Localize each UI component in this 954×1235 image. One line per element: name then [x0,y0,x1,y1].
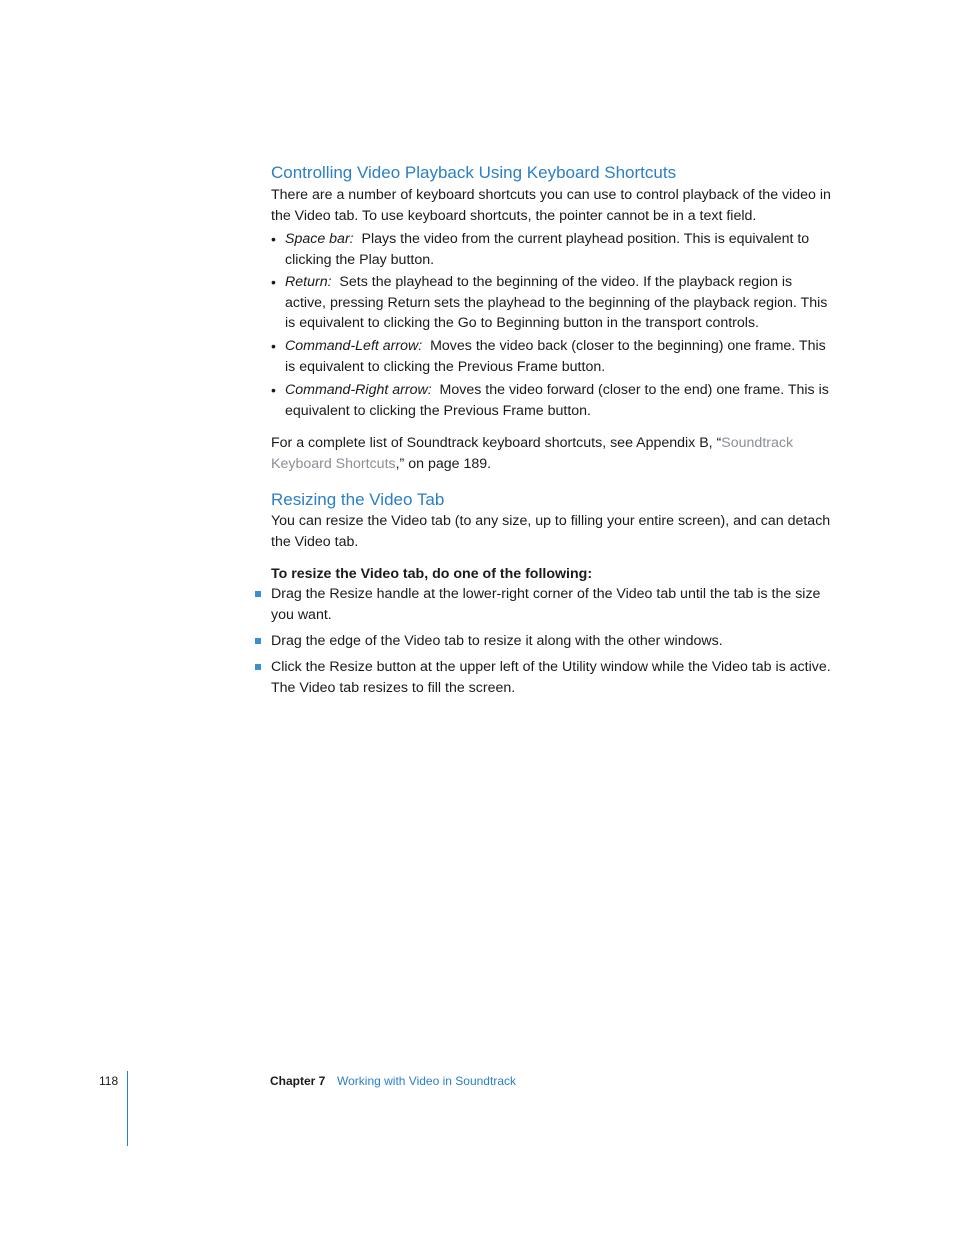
intro-paragraph: There are a number of keyboard shortcuts you can use to control playback of the video in the Video tab. To use keyboard shortcuts, the pointer cannot be in a text field. [271,187,831,224]
section-heading-keyboard-shortcuts: Controlling Video Playback Using Keyboard Shortcuts [271,163,677,182]
resizing-intro-paragraph: You can resize the Video tab (to any size, up to filling your entire screen), and can detach the Video tab. [271,513,831,550]
list-item [285,229,830,270]
shortcut-term: Command-Left arrow: [285,338,423,354]
list-item [285,272,830,334]
procedure-step: Drag the Resize handle at the lower-right corner of the Video tab until the tab is the size you want. [271,586,821,623]
shortcut-description: Plays the video from the current playhead position. This is equivalent to clicking the Play button. [285,231,810,268]
shortcut-term: Return: [285,274,332,290]
square-bullet-icon [255,664,261,670]
bullet-marker: • [271,382,276,398]
square-bullet-icon [255,638,261,644]
bullet-marker: • [271,338,276,354]
list-item [285,336,830,377]
cross-reference-link[interactable]: Soundtrack Keyboard Shortcuts [271,435,794,472]
closing-text-before: For a complete list of Soundtrack keyboard shortcuts, see Appendix B, “ [271,435,722,451]
section-heading-resizing: Resizing the Video Tab [271,490,445,509]
shortcut-term: Command-Right arrow: [285,382,432,398]
shortcut-description: Moves the video forward (closer to the end) one frame. This is equivalent to clicking the Previous Frame button. [285,382,829,419]
shortcut-description: Moves the video back (closer to the beginning) one frame. This is equivalent to clicking the Previous Frame button. [285,338,826,375]
procedure-step: Drag the edge of the Video tab to resize it along with the other windows. [271,633,723,649]
list-item [285,380,830,421]
footer-divider [127,1071,128,1146]
bullet-marker: • [271,231,276,247]
footer-chapter-title: Working with Video in Soundtrack [337,1074,516,1088]
square-bullet-icon [255,591,261,597]
closing-text-after: ,” on page 189. [395,455,492,472]
procedure-title: To resize the Video tab, do one of the following: [271,566,593,582]
procedure-step: Click the Resize button at the upper left of the Utility window while the Video tab is active. The Video tab resizes to fill the screen. [271,659,831,696]
page-number: 118 [99,1074,119,1088]
footer-chapter-label: Chapter 7 [270,1074,326,1088]
shortcut-description: Sets the playhead to the beginning of the video. If the playback region is active, pressing Return sets the playhead to the beginning of the playback region. This is equivalent to clicking the Go to Beginning button in the transport controls. [285,274,828,331]
closing-paragraph [271,433,831,474]
shortcut-term: Space bar: [285,231,354,247]
bullet-marker: • [271,274,276,290]
